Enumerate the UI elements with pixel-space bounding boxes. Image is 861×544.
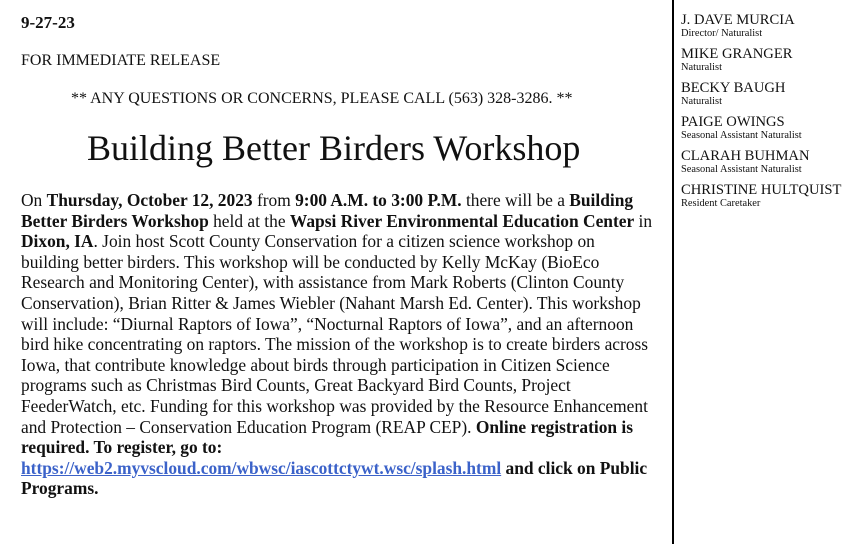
staff-name: MIKE GRANGER [681, 46, 793, 62]
staff-role: Seasonal Assistant Naturalist [681, 164, 802, 175]
registration-link[interactable]: https://web2.myvscloud.com/wbwsc/iascottctywt.wsc/splash.html [21, 457, 502, 478]
event-location: Dixon, IA [21, 231, 94, 252]
release-date: 9-27-23 [21, 13, 75, 32]
staff-role: Resident Caretaker [681, 198, 761, 209]
body-text-3: there will be a [461, 190, 570, 210]
event-time: 9:00 A.M. to 3:00 P.M. [295, 190, 462, 210]
staff-name: BECKY BAUGH [681, 80, 786, 96]
staff-role: Naturalist [681, 62, 722, 73]
page-title: Building Better Birders Workshop [87, 128, 581, 168]
event-date: Thursday, October 12, 2023 [46, 190, 253, 210]
staff-name: CLARAH BUHMAN [681, 148, 810, 164]
registration-notice: Online registration is required. To register, go to: [21, 416, 634, 458]
registration-instructions: and click on Public Programs. [21, 457, 648, 499]
body-text-6: . Join host Scott County Conservation for a citizen science workshop on building better birders. This workshop will be conducted by Kelly McKay (BioEco Research and Monitoring Center), with assistance from Mark Roberts (Clinton County Conservation), Brian Ritter & James Wiebler (Nahant Marsh Ed. Center). This workshop will include: “Diurnal Raptors of Iowa”, “Nocturnal Raptors of Iowa”, and an afternoon bird hike concentrating on raptors. The mission of the workshop is to create birders across Iowa, that contribute knowledge about birds through participation in Citizen Science programs such as Christmas Bird Counts, Great Backyard Bird Counts, Project FeederWatch, etc. Funding for this workshop was provided by the Resource Enhancement and Protection – Conservation Education Program (REAP CEP). [21, 231, 649, 437]
event-name: Building Better Birders Workshop [21, 190, 634, 231]
body-paragraph [21, 190, 657, 499]
contact-notice: ** ANY QUESTIONS OR CONCERNS, PLEASE CALL (563) 328-3286. ** [71, 90, 573, 107]
column-divider [672, 0, 674, 544]
staff-role: Naturalist [681, 96, 722, 107]
body-text-2: from [252, 190, 296, 210]
event-venue: Wapsi River Environmental Education Center [289, 210, 635, 231]
body-text-1: On [21, 190, 47, 210]
staff-member [681, 182, 859, 210]
body-text-5: in [634, 210, 653, 231]
staff-member [681, 46, 859, 74]
staff-name: PAIGE OWINGS [681, 114, 785, 130]
staff-member [681, 80, 859, 108]
staff-name: J. DAVE MURCIA [681, 12, 795, 28]
body-text-4: held at the [208, 210, 290, 231]
staff-member [681, 148, 859, 176]
staff-name: CHRISTINE HULTQUIST [681, 182, 842, 198]
staff-member [681, 114, 859, 142]
release-label: FOR IMMEDIATE RELEASE [21, 52, 221, 69]
staff-role: Seasonal Assistant Naturalist [681, 130, 802, 141]
staff-role: Director/ Naturalist [681, 28, 763, 39]
staff-member [681, 12, 859, 40]
staff-list [681, 12, 859, 216]
